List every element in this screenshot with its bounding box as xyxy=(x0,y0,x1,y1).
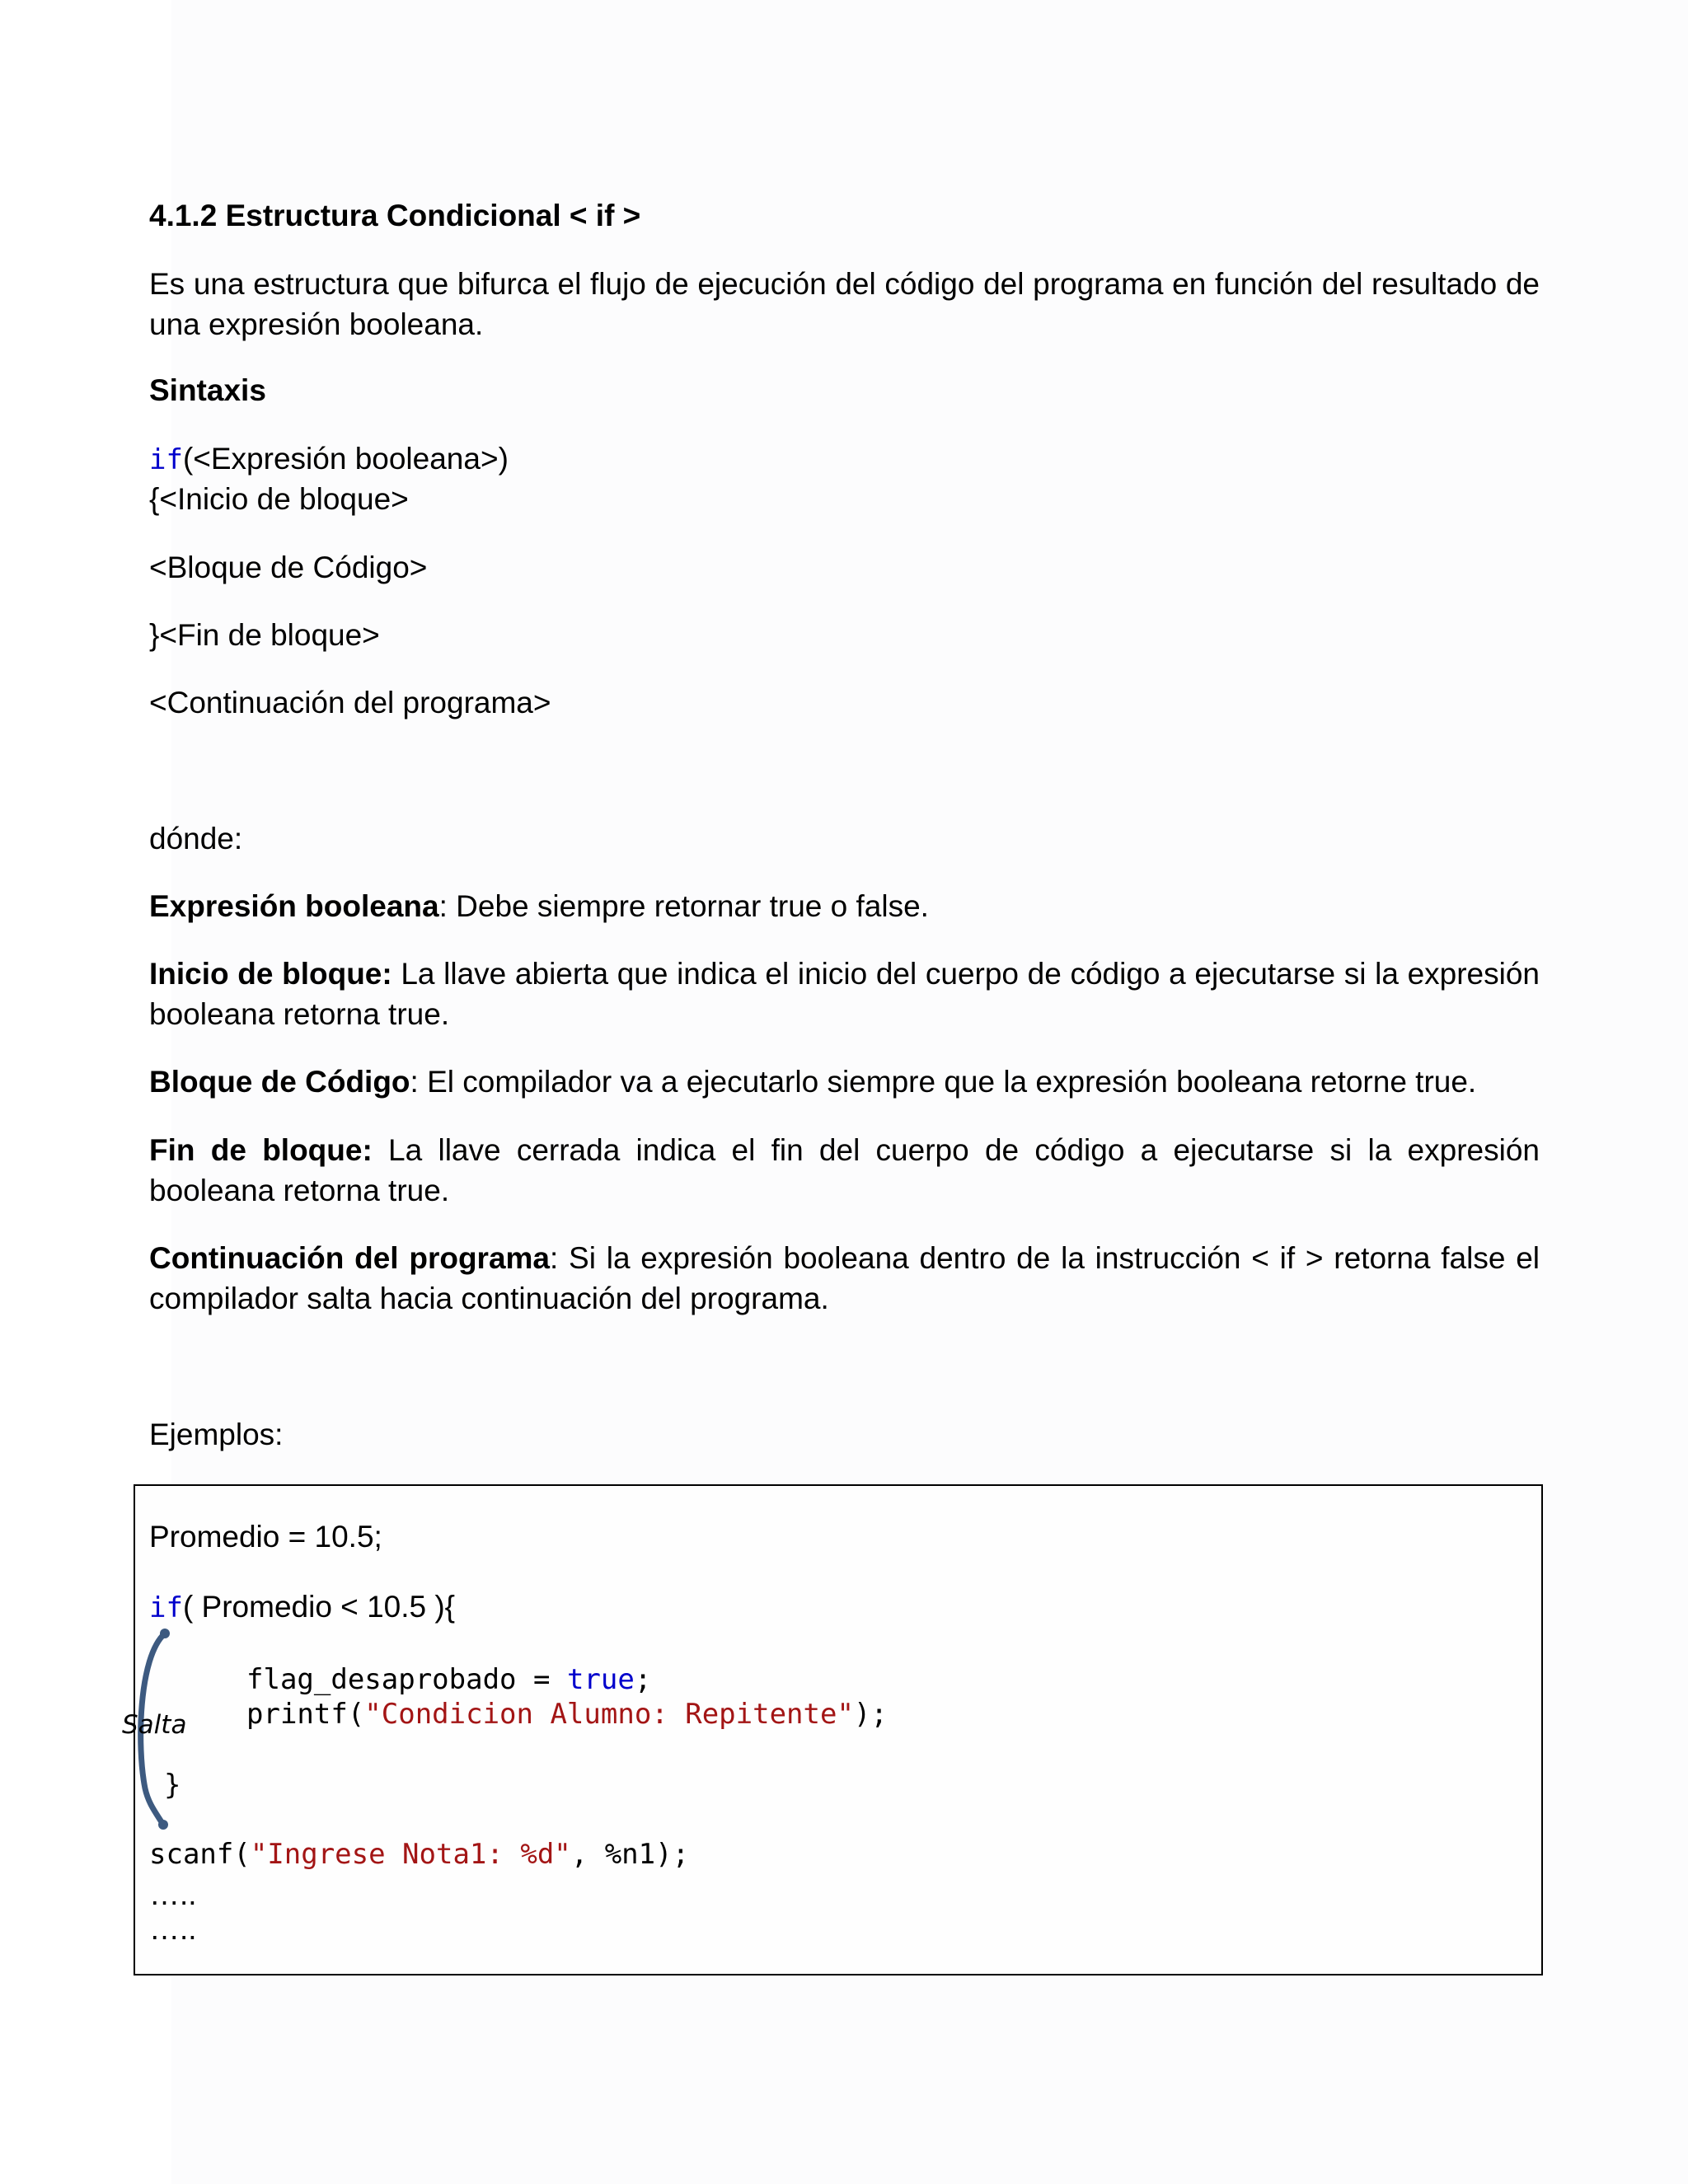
example-ellipsis-1: ….. xyxy=(149,1877,197,1911)
definition-continuation xyxy=(149,1238,1540,1319)
section-heading: 4.1.2 Estructura Condicional < if > xyxy=(149,199,641,232)
flag-variable: flag_desaprobado = xyxy=(246,1663,567,1696)
definition-text: La llave cerrada indica el fin del cuerpo de código a ejecutarse si la expresión booleana retorna true. xyxy=(149,1133,1540,1207)
example-flag-line xyxy=(246,1662,651,1697)
example-scanf-line xyxy=(149,1837,689,1872)
example-assign-line: Promedio = 10.5; xyxy=(149,1520,382,1554)
syntax-continuation: <Continuación del programa> xyxy=(149,686,551,719)
scanf-call: scanf( xyxy=(149,1838,251,1871)
syntax-block-code: <Bloque de Código> xyxy=(149,551,428,584)
definition-text: Si la expresión booleana dentro de la instrucción < if > retorna false el compilador salta hacia continuación del programa. xyxy=(149,1241,1540,1315)
statement-end: ; xyxy=(634,1663,652,1696)
printf-call: printf( xyxy=(246,1698,365,1731)
definition-term: Bloque de Código xyxy=(149,1065,410,1099)
definition-boolean-expression xyxy=(149,886,1540,926)
syntax-block-end: }<Fin de bloque> xyxy=(149,618,380,652)
syntax-condition: (<Expresión booleana>) xyxy=(182,442,509,476)
example-close-brace: } xyxy=(164,1769,181,1802)
definition-text: El compilador va a ejecutarlo siempre que la expresión booleana retorne true. xyxy=(418,1065,1477,1099)
syntax-if-line xyxy=(149,438,509,480)
definition-block-end xyxy=(149,1130,1540,1211)
printf-string: "Condicion Alumno: Repitente" xyxy=(364,1698,854,1731)
definition-term: Expresión booleana xyxy=(149,889,439,923)
syntax-block-start: {<Inicio de bloque> xyxy=(149,482,409,516)
definition-separator: : xyxy=(550,1241,559,1275)
definition-term: Fin de bloque: xyxy=(149,1133,373,1167)
printf-end: ); xyxy=(853,1698,888,1731)
if-keyword: if xyxy=(149,1591,183,1624)
if-keyword: if xyxy=(149,443,183,476)
jump-label: Salta xyxy=(122,1710,187,1740)
scanf-string: "Ingrese Nota1: %d" xyxy=(250,1838,571,1871)
example-printf-line xyxy=(246,1697,888,1732)
example-ellipsis-2: ….. xyxy=(149,1912,197,1946)
intro-paragraph: Es una estructura que bifurca el flujo de ejecución del código del programa en función del resultado de una expresión booleana. xyxy=(149,267,1540,341)
definition-code-block xyxy=(149,1062,1540,1102)
definition-separator: : xyxy=(410,1065,419,1099)
definition-text: La llave abierta que indica el inicio del cuerpo de código a ejecutarse si la expresión booleana retorna true. xyxy=(149,957,1540,1031)
syntax-heading: Sintaxis xyxy=(149,373,266,407)
if-condition: ( Promedio < 10.5 ){ xyxy=(182,1590,456,1624)
definition-block-start xyxy=(149,954,1540,1034)
definition-term: Inicio de bloque: xyxy=(149,957,392,991)
true-keyword: true xyxy=(566,1663,635,1696)
example-if-line xyxy=(149,1589,455,1626)
where-label: dónde: xyxy=(149,822,243,855)
scanf-end: , %n1); xyxy=(570,1838,690,1871)
definition-text: Debe siempre retornar true o false. xyxy=(447,889,929,923)
examples-label: Ejemplos: xyxy=(149,1418,284,1451)
definition-term: Continuación del programa xyxy=(149,1241,551,1275)
definition-separator: : xyxy=(438,889,448,923)
